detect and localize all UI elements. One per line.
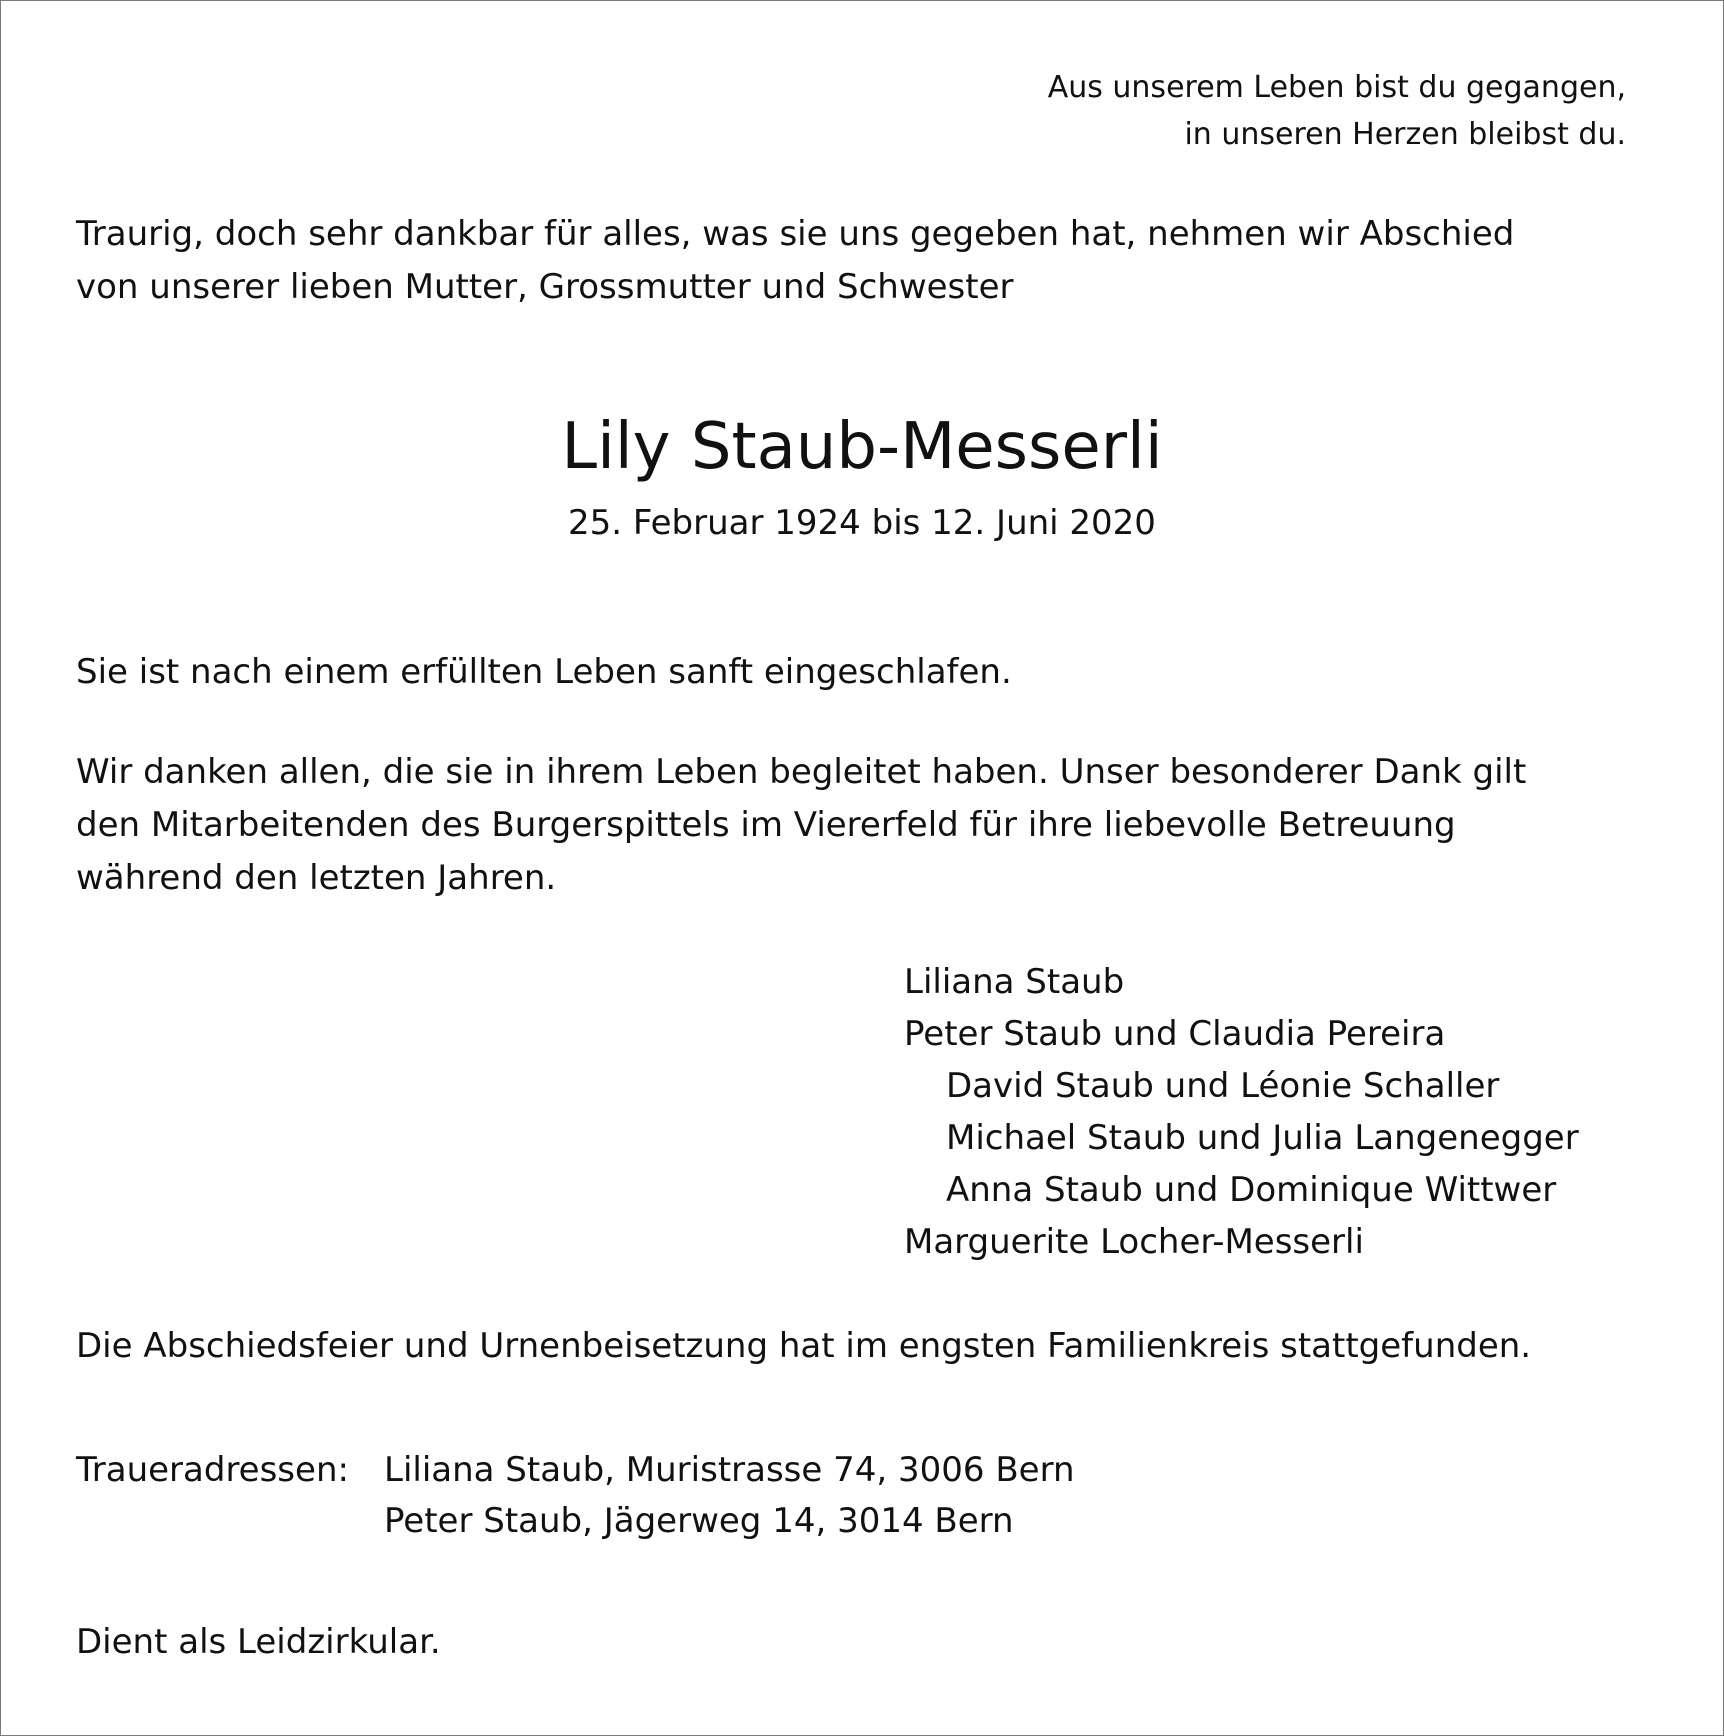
mourner-name: David Staub und Léonie Schaller — [946, 1066, 1500, 1106]
life-dates: 25. Februar 1924 bis 12. Juni 2020 — [568, 503, 1156, 543]
thanks-line-3: während den letzten Jahren. — [76, 858, 557, 898]
mourner-name: Marguerite Locher-Messerli — [904, 1222, 1364, 1262]
motto-line-2: in unseren Herzen bleibst du. — [1184, 117, 1626, 152]
thanks-line-1: Wir danken allen, die sie in ihrem Leben begleitet haben. Unser besonderer Dank gilt — [76, 752, 1527, 792]
intro-line-2: von unserer lieben Mutter, Grossmutter und Schwester — [76, 267, 1014, 307]
passing-statement: Sie ist nach einem erfüllten Leben sanft eingeschlafen. — [76, 652, 1012, 692]
mourners-list — [904, 956, 1579, 1268]
intro-text — [76, 208, 1666, 314]
address-line: Peter Staub, Jägerweg 14, 3014 Bern — [384, 1501, 1014, 1541]
mourning-addresses — [76, 1445, 1075, 1547]
motto — [1048, 64, 1626, 158]
thanks-paragraph — [76, 746, 1666, 905]
thanks-line-2: den Mitarbeitenden des Burgerspittels im Viererfeld für ihre liebevolle Betreuung — [76, 805, 1456, 845]
mourner-name: Michael Staub und Julia Langenegger — [946, 1118, 1579, 1158]
mourner-name: Liliana Staub — [904, 962, 1125, 1002]
deceased-name: Lily Staub-Messerli — [561, 410, 1163, 484]
mourner-name: Peter Staub und Claudia Pereira — [904, 1014, 1446, 1054]
ceremony-note: Die Abschiedsfeier und Urnenbeisetzung hat im engsten Familienkreis stattgefunden. — [76, 1326, 1532, 1366]
motto-line-1: Aus unserem Leben bist du gegangen, — [1047, 70, 1626, 105]
addresses-list — [384, 1445, 1075, 1547]
addresses-label: Traueradressen: — [76, 1450, 349, 1490]
address-line: Liliana Staub, Muristrasse 74, 3006 Bern — [384, 1450, 1075, 1490]
closing-note: Dient als Leidzirkular. — [76, 1622, 441, 1662]
mourner-name: Anna Staub und Dominique Wittwer — [946, 1170, 1557, 1210]
intro-line-1: Traurig, doch sehr dankbar für alles, was sie uns gegeben hat, nehmen wir Abschied — [76, 214, 1515, 254]
